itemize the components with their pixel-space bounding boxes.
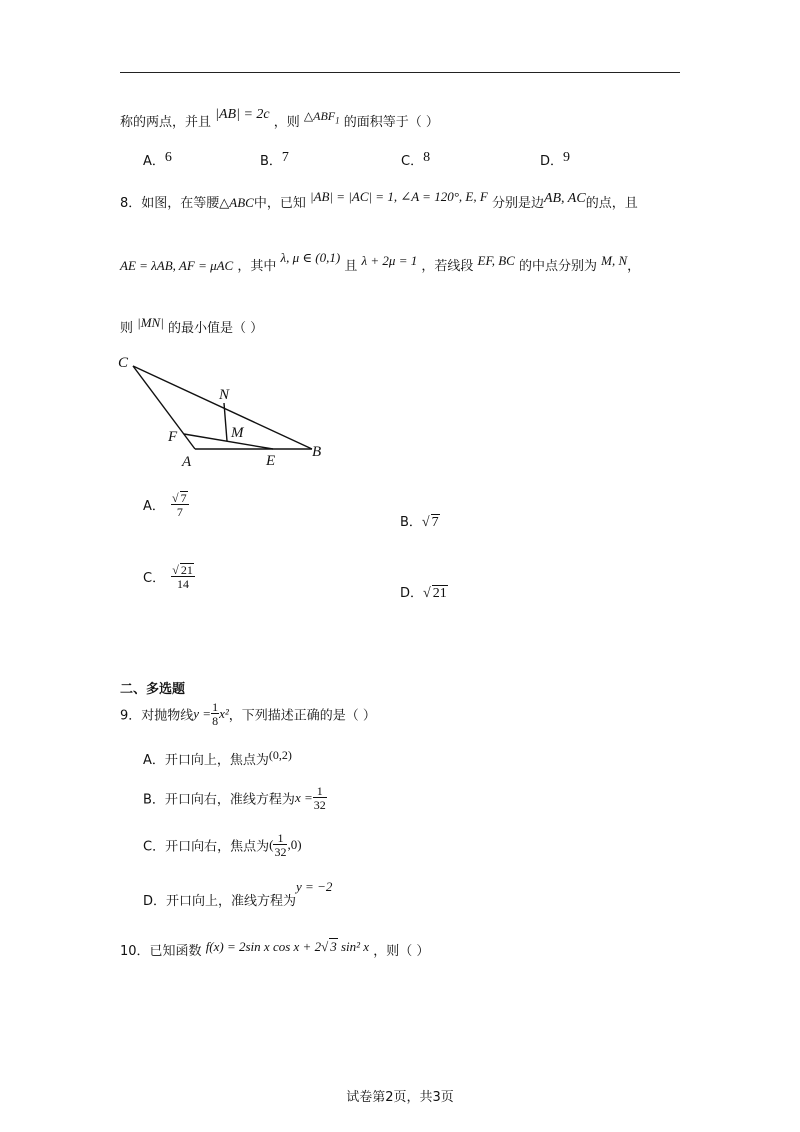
- q9-option-d[interactable]: D．开口向上，准线方程为y = −2: [143, 879, 333, 909]
- q8-range: λ, μ ∈ (0,1): [280, 250, 341, 265]
- q7-prefix: 称的两点，并且: [120, 115, 212, 130]
- label-m: M: [231, 425, 244, 441]
- q8-midpoints: M, N: [601, 253, 628, 268]
- q7-condition: |AB| = 2c: [215, 107, 270, 122]
- q8-mn: |MN|: [137, 315, 164, 330]
- q8-vectors: AE = λAB, AF = μAC: [120, 258, 234, 273]
- q9-stem: 9．对抛物线y = $\frac{1}{8}$ x²，下列描述正确的是（ ）: [120, 700, 376, 728]
- q8-abc: ABC: [229, 195, 254, 210]
- q7-option-b[interactable]: B．7: [260, 150, 289, 169]
- segment-cb: [133, 366, 312, 449]
- q9-option-b[interactable]: B．开口向右，准线方程为x = $\frac{1}{32}$: [143, 784, 326, 812]
- q8-line-3: 则 |MN| 的最小值是（ ）: [120, 315, 264, 336]
- label-n: N: [219, 387, 230, 403]
- q7-triangle-sub: 1: [335, 115, 340, 126]
- q7-triangle: △ABF: [303, 109, 336, 123]
- q8-line-1: 8．如图，在等腰△ABC中，已知 |AB| = |AC| = 1, ∠A = 120°, E, F 分别是边AB, AC的点，且: [120, 189, 638, 211]
- label-a: A: [182, 454, 192, 470]
- q8-condition: |AB| = |AC| = 1, ∠A = 120°, E, F: [310, 189, 488, 204]
- label-f: F: [168, 429, 178, 445]
- q9-option-a[interactable]: A．开口向上，焦点为(0,2): [143, 748, 292, 768]
- q8-segments: EF, BC: [477, 253, 515, 268]
- label-e: E: [266, 453, 276, 469]
- q8-equation: λ + 2μ = 1: [361, 253, 418, 268]
- q8-line-2: AE = λAB, AF = μAC ，其中 λ, μ ∈ (0,1) 且 λ + 2μ = 1 ，若线段 EF, BC 的中点分别为 M, N，: [120, 250, 641, 274]
- q7-option-c[interactable]: C．8: [401, 150, 431, 169]
- q8-option-a[interactable]: A． $\frac{√ 7}{7}$: [143, 491, 187, 519]
- header-rule: [120, 72, 680, 73]
- section-title-multi-choice: 二、多选题: [120, 682, 186, 697]
- q7-option-a[interactable]: A．6: [143, 150, 172, 169]
- q7-line: [120, 107, 439, 131]
- segment-ca: [133, 366, 195, 449]
- q8-option-c[interactable]: C． $\frac{√ 21}{14}$: [143, 563, 193, 591]
- q8-triangle-figure: [115, 345, 335, 475]
- label-c: C: [118, 355, 129, 371]
- q7-option-d[interactable]: D．9: [540, 150, 571, 169]
- q8-option-b[interactable]: B．√ 7: [400, 515, 439, 530]
- segment-fe: [184, 434, 273, 449]
- q7-mid: ，则: [273, 115, 300, 130]
- q8-sides: AB, AC: [543, 191, 586, 206]
- q7-suffix: 的面积等于（ ）: [343, 115, 439, 130]
- q9-option-c[interactable]: C．开口向右，焦点为( $\frac{1}{32}$ ,0): [143, 831, 302, 859]
- q10-stem: 10．已知函数 f(x) = 2sin x cos x + 2√ 3 sin² x ，则（ ）: [120, 939, 430, 959]
- q10-function: f(x) = 2sin x cos x + 2: [205, 939, 322, 954]
- label-b: B: [312, 444, 322, 460]
- q8-option-d[interactable]: D．√ 21: [400, 586, 447, 601]
- page-footer: 试卷第2页，共3页: [346, 1090, 454, 1105]
